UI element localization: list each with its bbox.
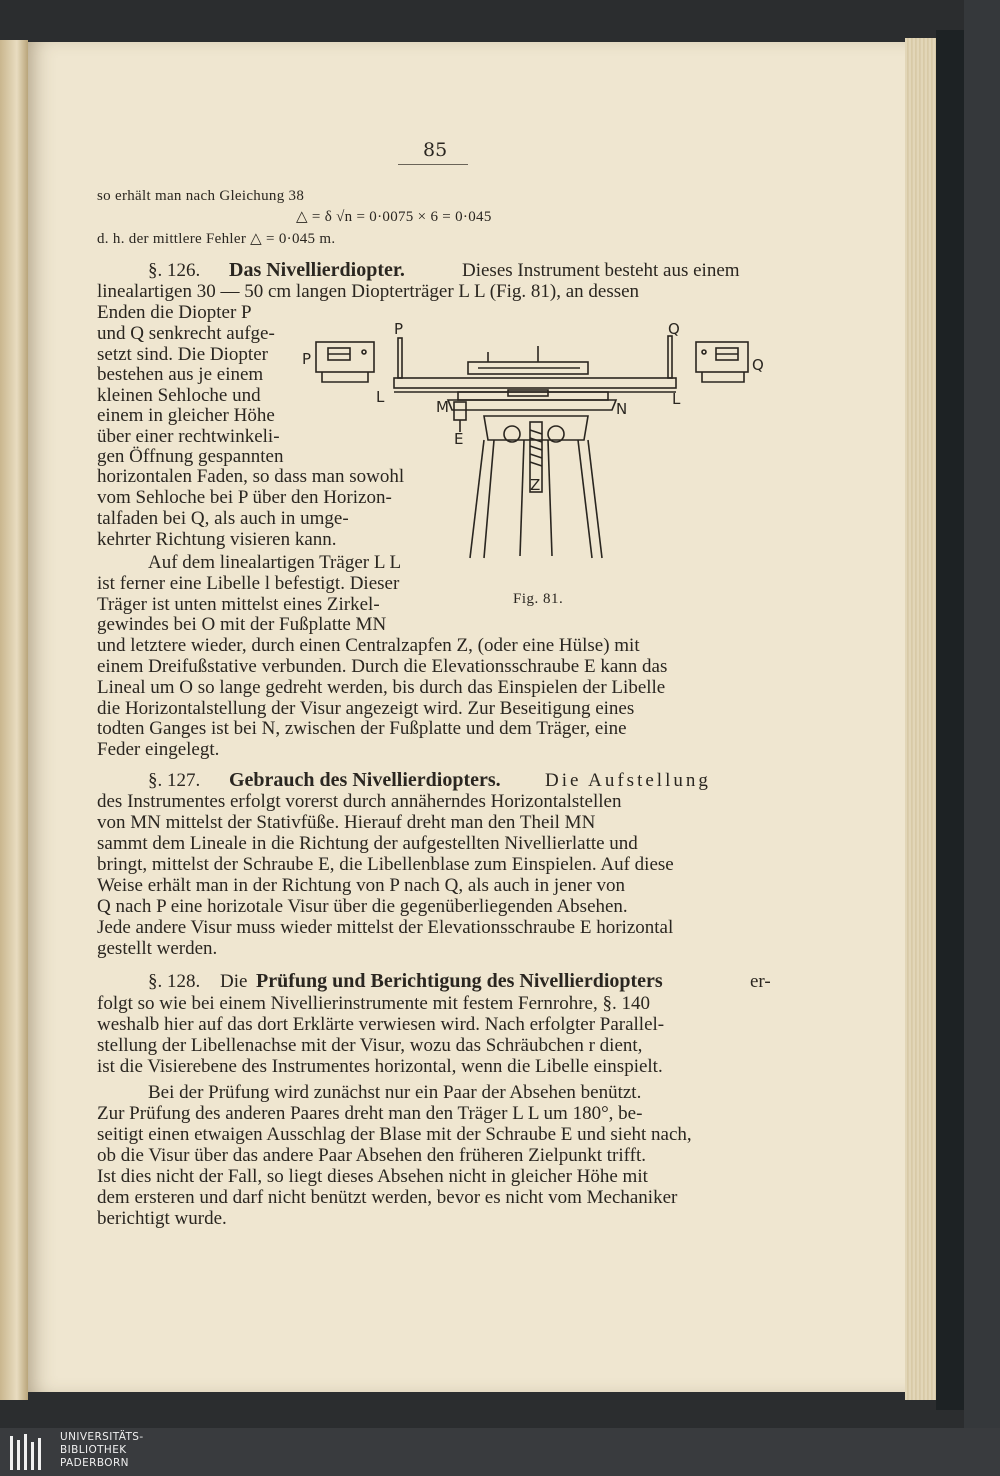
library-logo-icon [8,1432,52,1472]
section-126-line: und Q senkrecht aufge- [97,323,275,344]
figure-label: Z [530,476,541,494]
section-126-line: Feder eingelegt. [97,739,220,760]
section-128-line: ist die Visierebene des Instrumentes horizontal, wenn die Libelle einspielt. [97,1056,663,1077]
formula-result: d. h. der mittlere Fehler △ = 0·045 m. [97,231,336,247]
section-126-line: kleinen Sehloche und [97,385,261,406]
section-126-line: über einer rechtwinkeli- [97,426,280,447]
section-126-line: die Horizontalstellung der Visur angezeigt wird. Zur Beseitigung eines [97,698,635,719]
section-126-line: kehrter Richtung visieren kann. [97,529,337,550]
section-127-line: von MN mittelst der Stativfüße. Hierauf dreht man den Theil MN [97,812,596,833]
formula-equation: △ = δ √n = 0·0075 × 6 = 0·045 [296,209,492,225]
section-128-line: ob die Visur über das andere Paar Absehen den früheren Zielpunkt trifft. [97,1145,646,1166]
section-128-pre: Die [220,971,248,992]
section-128-line: dem ersteren und darf nicht benützt werden, bevor es nicht vom Mechaniker [97,1187,678,1208]
section-128-line: Zur Prüfung des anderen Paares dreht man den Träger L L um 180°, be- [97,1103,643,1124]
diopter-p-side-view [316,342,374,382]
section-128-line: berichtigt wurde. [97,1208,227,1229]
book-cover [936,30,964,1410]
folio-rule [398,164,468,165]
section-126-line: talfaden bei Q, als auch in umge- [97,508,349,529]
section-126-line: setzt sind. Die Diopter [97,344,268,365]
figure-label: P [394,320,404,338]
section-128-line: folgt so wie bei einem Nivellierinstrumente mit festem Fernrohre, §. 140 [97,993,650,1014]
logo-line-2: BIBLIOTHEK [60,1444,127,1456]
diopter-q-side-view [696,342,748,382]
section-128-line: weshalb hier auf das dort Erklärte verwiesen wird. Nach erfolgter Parallel- [97,1014,665,1035]
section-126-line: einem in gleicher Höhe [97,405,275,426]
section-126-line: Auf dem linealartigen Träger L L [148,552,402,573]
figure-label: P [302,350,312,368]
section-126-line: ist ferner eine Libelle l befestigt. Dieser [97,573,400,594]
logo-line-3: PADERBORN [60,1457,129,1469]
section-128-line: Ist dies nicht der Fall, so liegt dieses Absehen nicht in gleicher Höhe mit [97,1166,648,1187]
logo-line-1: UNIVERSITÄTS- [60,1431,144,1443]
figure-label: M [436,398,449,416]
figure-caption: Fig. 81. [513,591,564,607]
section-126-line: Träger ist unten mittelst eines Zirkel- [97,594,380,615]
section-126-first-line: Dieses Instrument besteht aus einem [462,260,740,281]
section-128-line: stellung der Libellenachse mit der Visur, wozu das Schräubchen r dient, [97,1035,643,1056]
formula-intro: so erhält man nach Gleichung 38 [97,188,305,204]
section-126-line: einem Dreifußstative verbunden. Durch die Elevationsschraube E kann das [97,656,668,677]
section-127-line: gestellt werden. [97,938,218,959]
section-126-line: gen Öffnung gespannten [97,446,284,467]
section-128-title: Prüfung und Berichtigung des Nivellierdiopters [256,970,663,992]
figure-label: L [376,388,385,406]
section-126-number: §. 126. [148,260,201,281]
library-footer [0,1428,1000,1476]
figure-label: E [454,430,464,448]
section-126-line: bestehen aus je einem [97,364,264,385]
section-128-first-line: er- [750,971,771,992]
section-127-first-line: Die Aufstellung [545,770,711,791]
scan-background [964,0,1000,1428]
section-128-line: Bei der Prüfung wird zunächst nur ein Paar der Absehen benützt. [148,1082,642,1103]
section-126-line: vom Sehloche bei P über den Horizon- [97,487,392,508]
section-126-line: todten Ganges ist bei N, zwischen der Fußplatte und dem Träger, eine [97,718,627,739]
section-127-line: bringt, mittelst der Schraube E, die Libellenblase zum Einspielen. Auf diese [97,854,674,875]
section-126-line: gewindes bei O mit der Fußplatte MN [97,614,387,635]
section-127-line: Jede andere Visur muss wieder mittelst der Elevationsschraube E horizontal [97,917,674,938]
section-128-line: seitigt einen etwaigen Ausschlag der Blase mit der Schraube E und sieht nach, [97,1124,692,1145]
section-126-title: Das Nivellierdiopter. [229,259,405,281]
figure-label: Q [668,320,680,338]
figure-81-diagram [298,318,768,568]
section-126-line: horizontalen Faden, so dass man sowohl [97,466,405,487]
page-edges [905,38,937,1400]
section-126-line: Lineal um O so lange gedreht werden, bis durch das Einspielen der Libelle [97,677,666,698]
figure-label: Q [752,356,764,374]
section-127-line: Q nach P eine horizotale Visur über die gegenüberliegenden Absehen. [97,896,628,917]
figure-label: L [672,390,681,408]
section-127-number: §. 127. [148,770,201,791]
figure-label: N [616,400,628,418]
section-127-line: Weise erhält man in der Richtung von P nach Q, als auch in jener von [97,875,626,896]
section-127-line: des Instrumentes erfolgt vorerst durch annäherndes Horizontalstellen [97,791,622,812]
section-128-number: §. 128. [148,971,201,992]
page-number: 85 [423,139,448,161]
section-126-line: linealartigen 30 — 50 cm langen Diopterträger L L (Fig. 81), an dessen [97,281,640,302]
left-page-edge [0,40,28,1400]
section-126-line: und letztere wieder, durch einen Centralzapfen Z, (oder eine Hülse) mit [97,635,640,656]
section-127-title: Gebrauch des Nivellierdiopters. [229,769,501,791]
section-127-line: sammt dem Lineale in die Richtung der aufgestellten Nivellierlatte und [97,833,638,854]
section-126-line: Enden die Diopter P [97,302,252,323]
